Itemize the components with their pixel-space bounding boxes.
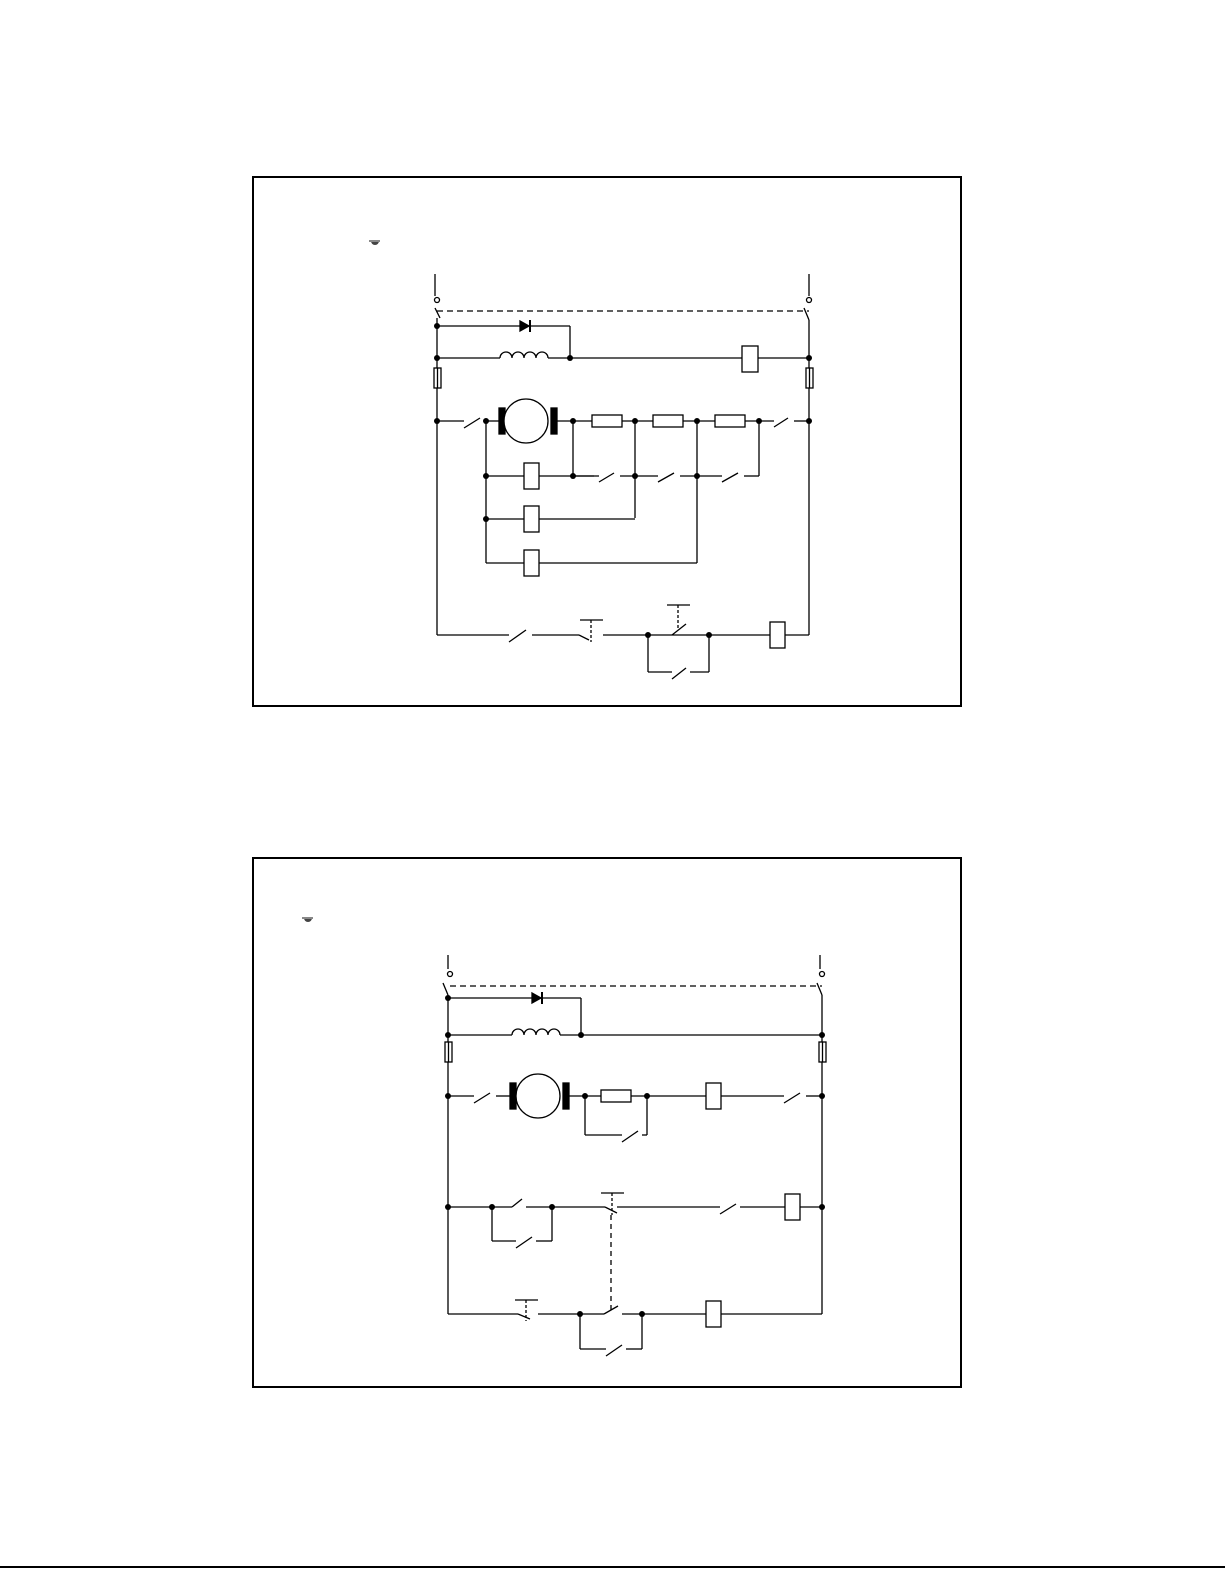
field-circuit <box>448 992 822 1035</box>
slide-1-frame <box>252 176 962 707</box>
slide-2-frame <box>252 857 962 1388</box>
forward-control-circuit <box>448 1193 822 1314</box>
main-disconnect-switch <box>435 274 812 320</box>
resistor <box>601 1090 631 1102</box>
field-circuit <box>437 320 809 372</box>
resistor <box>715 415 745 427</box>
page-footer-rule <box>0 1566 1225 1568</box>
resistor <box>653 415 683 427</box>
relay-coil <box>742 346 758 372</box>
resistor <box>592 415 622 427</box>
main-disconnect-switch <box>443 955 825 995</box>
armature-circuit <box>437 399 809 443</box>
circuit-diagram-2 <box>254 859 960 1386</box>
start-stop-circuit <box>437 605 809 679</box>
fuse-icon <box>445 1042 826 1062</box>
junction-dots <box>445 995 825 1317</box>
reverse-control-circuit <box>448 1300 822 1356</box>
accelerating-contactors <box>486 421 759 576</box>
power-rails <box>448 995 822 1314</box>
armature-circuit <box>448 1074 822 1142</box>
circuit-diagram-1 <box>254 178 960 705</box>
